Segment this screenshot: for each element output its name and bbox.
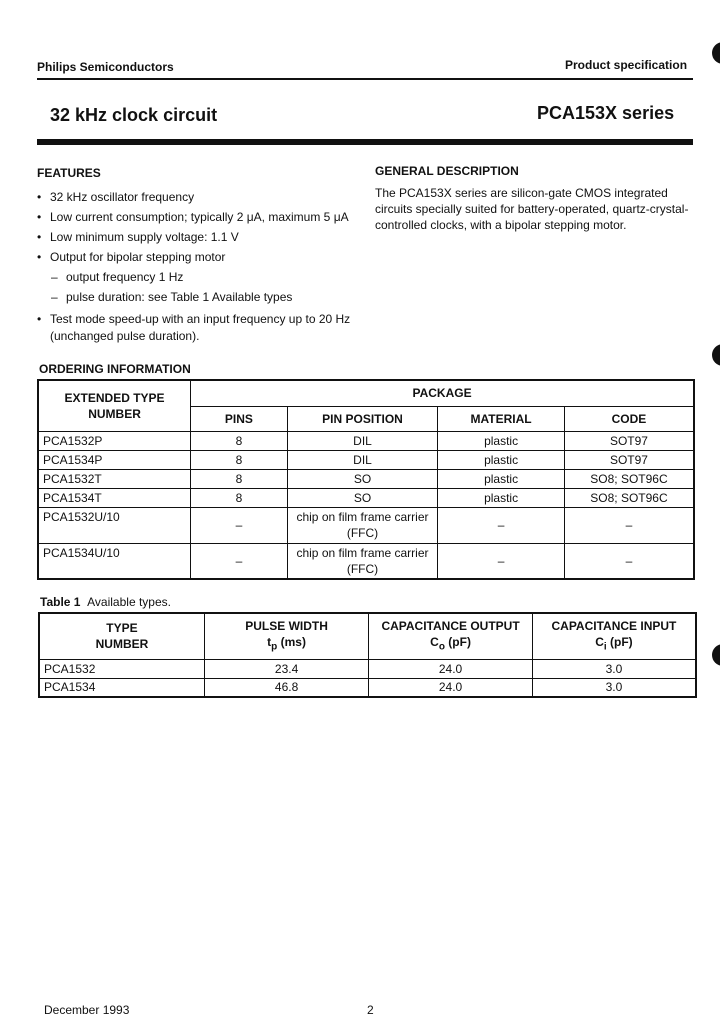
feature-item xyxy=(37,247,367,267)
type-number-cell: PCA1532T xyxy=(38,469,191,488)
material-cell: plastic xyxy=(438,488,565,507)
feature-item xyxy=(37,227,367,247)
code-cell: SOT97 xyxy=(564,450,694,469)
ordering-heading: ORDERING INFORMATION xyxy=(39,362,191,376)
table1-label: Table 1 xyxy=(40,595,81,609)
capacitance-input-cell: 3.0 xyxy=(532,678,696,697)
features-list xyxy=(37,187,367,345)
col-header-pulse-width: PULSE WIDTH $t_p$ (ms) xyxy=(204,613,368,659)
material-cell: plastic xyxy=(438,450,565,469)
dash-icon: – xyxy=(51,270,58,284)
feature-text: Low current consumption; typically 2 μA, maximum 5 μA xyxy=(50,210,349,224)
capacitance-output-cell: 24.0 xyxy=(369,659,533,678)
binder-hole-mark xyxy=(712,644,720,666)
pins-cell: 8 xyxy=(191,431,288,450)
table1-caption-text: Available types. xyxy=(87,595,171,609)
pin-position-cell: chip on film frame carrier (FFC) xyxy=(287,507,438,543)
footer-date: December 1993 xyxy=(44,1003,130,1017)
bullet-icon: • xyxy=(37,312,42,326)
general-description-heading: GENERAL DESCRIPTION xyxy=(375,164,519,178)
page-number: 2 xyxy=(367,1003,374,1017)
col-header-pin-position: PIN POSITION xyxy=(287,406,438,431)
feature-text: Test mode speed-up with an input frequency up to 20 Hz (unchanged pulse duration). xyxy=(50,312,351,343)
material-cell: – xyxy=(438,543,565,579)
bullet-icon: • xyxy=(37,190,42,204)
material-cell: – xyxy=(438,507,565,543)
bullet-icon: • xyxy=(37,230,42,244)
col-header-type-number: TYPE NUMBER xyxy=(39,613,204,659)
general-description-text: The PCA153X series are silicon-gate CMOS integrated circuits specially suited for battery-operated, quartz-crystal-controlled clocks, with a bipolar stepping motor. xyxy=(375,186,689,232)
pins-cell: 8 xyxy=(191,450,288,469)
code-cell: SO8; SOT96C xyxy=(564,488,694,507)
feature-text: output frequency 1 Hz xyxy=(66,270,184,284)
table-row xyxy=(38,431,694,450)
available-types-table xyxy=(38,612,697,698)
col-header-extended-type: EXTENDED TYPE NUMBER xyxy=(38,380,191,431)
type-number-cell: PCA1534P xyxy=(38,450,191,469)
company-name: Philips Semiconductors xyxy=(37,60,174,74)
capacitance-output-cell: 24.0 xyxy=(369,678,533,697)
type-number-cell: PCA1532 xyxy=(39,659,204,678)
type-number-cell: PCA1534U/10 xyxy=(38,543,191,579)
bullet-icon: • xyxy=(37,250,42,264)
code-cell: – xyxy=(564,543,694,579)
pin-position-cell: SO xyxy=(287,469,438,488)
feature-item xyxy=(37,311,367,345)
col-header-capacitance-input: CAPACITANCE INPUT $C_i$ (pF) xyxy=(532,613,696,659)
feature-text: pulse duration: see Table 1 Available types xyxy=(66,290,293,304)
pulse-width-cell: 23.4 xyxy=(204,659,368,678)
type-number-cell: PCA1532U/10 xyxy=(38,507,191,543)
pins-cell: – xyxy=(191,543,288,579)
table-row xyxy=(38,488,694,507)
pins-cell: 8 xyxy=(191,469,288,488)
table-row xyxy=(38,450,694,469)
type-number-cell: PCA1534 xyxy=(39,678,204,697)
binder-hole-mark xyxy=(712,344,720,366)
code-cell: SO8; SOT96C xyxy=(564,469,694,488)
feature-text: Low minimum supply voltage: 1.1 V xyxy=(50,230,239,244)
feature-item xyxy=(37,187,367,207)
page-title: 32 kHz clock circuit xyxy=(50,105,218,125)
product-series-title: PCA153X series xyxy=(537,103,675,123)
feature-item xyxy=(37,207,367,227)
pin-position-cell: DIL xyxy=(287,431,438,450)
feature-subitem xyxy=(37,287,367,307)
table-row xyxy=(38,507,694,543)
feature-text: Output for bipolar stepping motor xyxy=(50,250,226,264)
table1-caption xyxy=(40,595,171,609)
type-number-cell: PCA1532P xyxy=(38,431,191,450)
col-header-material: MATERIAL xyxy=(438,406,565,431)
code-cell: SOT97 xyxy=(564,431,694,450)
title-rule xyxy=(37,139,693,145)
bullet-icon: • xyxy=(37,210,42,224)
code-cell: – xyxy=(564,507,694,543)
dash-icon: – xyxy=(51,290,58,304)
features-heading: FEATURES xyxy=(37,166,101,180)
binder-hole-mark xyxy=(712,42,720,64)
col-header-capacitance-output: CAPACITANCE OUTPUT $C_o$ (pF) xyxy=(369,613,533,659)
col-header-pins: PINS xyxy=(191,406,288,431)
capacitance-input-cell: 3.0 xyxy=(532,659,696,678)
ordering-table xyxy=(37,379,695,580)
table-row xyxy=(39,659,696,678)
table-row xyxy=(39,678,696,697)
document-type: Product specification xyxy=(565,58,688,72)
pins-cell: 8 xyxy=(191,488,288,507)
table-row xyxy=(38,543,694,579)
material-cell: plastic xyxy=(438,431,565,450)
type-number-cell: PCA1534T xyxy=(38,488,191,507)
col-header-code: CODE xyxy=(564,406,694,431)
table-row xyxy=(38,469,694,488)
pin-position-cell: DIL xyxy=(287,450,438,469)
col-header-package: PACKAGE xyxy=(191,380,694,406)
pin-position-cell: chip on film frame carrier (FFC) xyxy=(287,543,438,579)
pin-position-cell: SO xyxy=(287,488,438,507)
pins-cell: – xyxy=(191,507,288,543)
feature-subitem xyxy=(37,267,367,287)
pulse-width-cell: 46.8 xyxy=(204,678,368,697)
feature-text: 32 kHz oscillator frequency xyxy=(50,190,195,204)
header-rule xyxy=(37,78,693,80)
material-cell: plastic xyxy=(438,469,565,488)
